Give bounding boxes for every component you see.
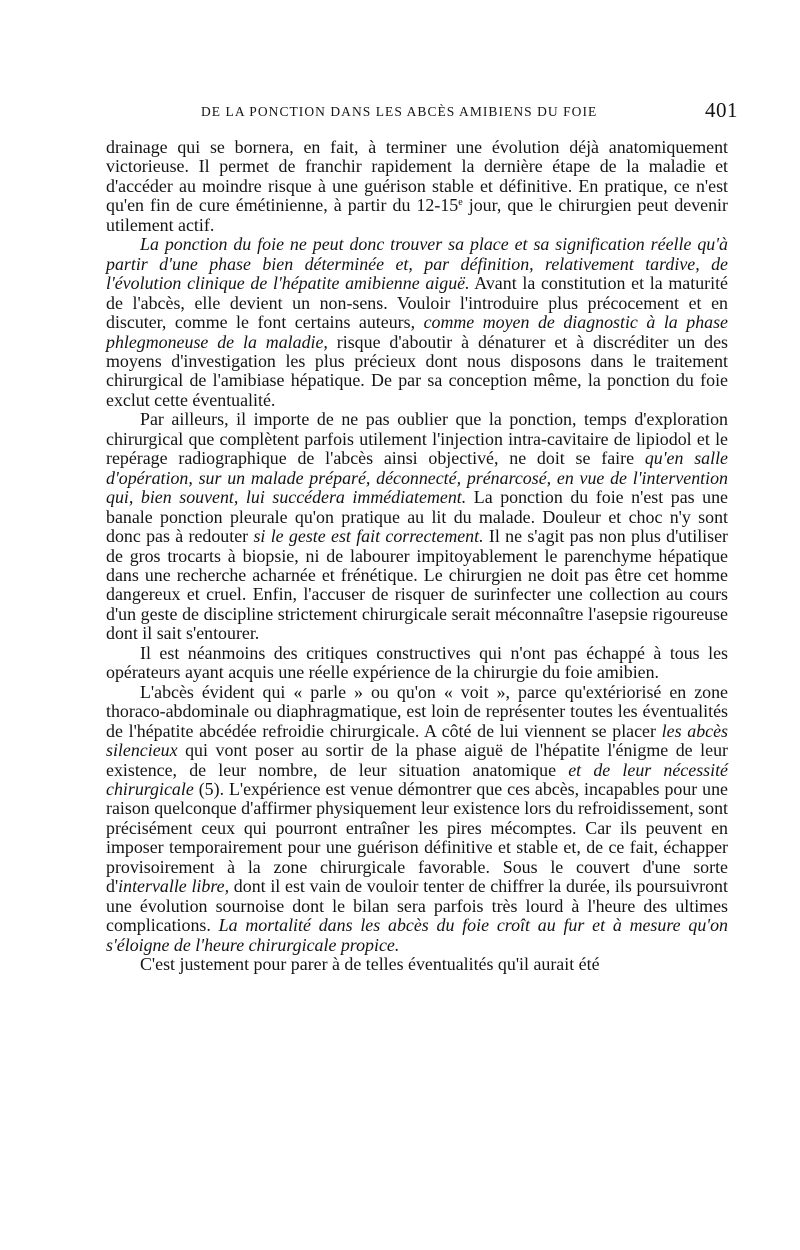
body-text (106, 138, 728, 974)
paragraph-3-italic-1: qu'en salle d'opération, sur un malade préparé, déconnecté, prénarcosé, en vue de l'intervention qui, bien souvent, lui succédera immédiatement. (106, 448, 728, 508)
running-title: DE LA PONCTION DANS LES ABCÈS AMIBIENS DU FOIE (201, 104, 598, 119)
paragraph-3-text-1: Par ailleurs, il importe de ne pas oublier que la ponction, temps d'exploration chirurgical que complètent parfois utilement l'injection intra-cavitaire de lipiodol et le repérage radiographique de l'abcès ainsi objectivé, ne doit se faire (106, 409, 728, 469)
paragraph-3 (106, 410, 728, 643)
paragraph-2-text-1: Avant la constitution et la maturité de l'abcès, elle devient un non-sens. Vouloir l'introduire plus précocement et en discuter, comme le font certains auteurs, (106, 273, 728, 333)
paragraph-6-text-1: C'est justement pour parer à de telles éventualités qu'il aurait été (140, 954, 600, 975)
paragraph-5-italic-2: et de leur nécessité chirurgicale (106, 759, 729, 799)
paragraph-6 (106, 955, 728, 974)
paragraph-5 (106, 683, 728, 955)
paragraph-3-text-2: La ponction du foie n'est pas une banale ponction pleurale qu'on pratique au lit du malade. Douleur et choc n'y sont donc pas à redouter (106, 487, 728, 547)
ordinal-superscript: e (458, 197, 463, 209)
paragraph-5-text-1: L'abcès évident qui « parle » ou qu'on « voit », parce qu'extériorisé en zone thoraco-abdominale ou diaphragmatique, est loin de représenter toutes les éventualités de l'hépatite abcédée refroidie chirurgicale. A côté de lui viennent se placer (106, 681, 728, 741)
paragraph-1-text-a: drainage qui se bornera, en fait, à terminer une évolution déjà anatomiquement victorieuse. Il permet de franchir rapidement la dernière étape de la maladie et d'accéder au moindre risque à une guérison stable et définitive. En pratique, ce n'est qu'en fin de cure émétinienne, à partir du 12-15 (106, 137, 728, 216)
paragraph-4 (106, 644, 728, 683)
paragraph-4-text-1: Il est néanmoins des critiques constructives qui n'ont pas échappé à tous les opérateurs ayant acquis une réelle expérience de la chirurgie du foie amibien. (106, 642, 728, 683)
paragraph-1-text-b: jour, que le chirurgien peut devenir utilement actif. (106, 195, 728, 235)
paragraph-5-text-3: (5). L'expérience est venue démontrer que ces abcès, incapables pour une raison quelconque d'affirmer physiquement leur existence lors du refroidissement, sont précisément ceux qui pourront entraîner les pires mécomptes. Car ils peuvent en imposer temporairement pour une guérison définitive et stable et, de ce fait, échapper provisoirement à la zone chirurgicale favorable. Sous le couvert d'une sorte d' (106, 778, 728, 897)
paragraph-5-italic-3: intervalle libre, (118, 876, 230, 897)
paragraph-5-italic-4: La mortalité dans les abcès du foie croît au fur et à mesure qu'on s'éloigne de l'heure chirurgicale propice. (106, 915, 728, 955)
paragraph-3-text-3: Il ne s'agit pas non plus d'utiliser de gros trocarts à biopsie, ni de labourer impitoyablement le parenchyme hépatique dans une recherche acharnée et frénétique. Le chirurgien ne doit pas être cet homme dangereux et cruel. Enfin, l'accuser de risquer de surinfecter une collection au cours d'un geste de discipline strictement chirurgicale serait méconnaître l'asepsie rigoureuse dont il sait s'entourer. (106, 526, 728, 644)
paragraph-5-italic-1: les abcès silencieux (106, 720, 728, 761)
paragraph-5-text-4: dont il est vain de vouloir tenter de chiffrer la durée, ils poursuivront une évolution sournoise dont le bilan sera parfois très lourd à l'heure des ultimes complications. (106, 876, 728, 936)
paragraph-3-italic-2: si le geste est fait correctement. (253, 526, 484, 547)
paragraph-1 (106, 138, 728, 235)
paragraph-2 (106, 235, 728, 410)
paragraph-5-text-2: qui vont poser au sortir de la phase aiguë de l'hépatite l'énigme de leur existence, de leur nombre, de leur situation anatomique (106, 740, 728, 780)
paragraph-2-italic-1: La ponction du foie ne peut donc trouver sa place et sa signification réelle qu'à partir d'une phase bien déterminée et, par définition, relativement tardive, de l'évolution clinique de l'hépatite amibienne aiguë. (106, 234, 728, 294)
paragraph-2-text-2: risque d'aboutir à dénaturer et à discréditer un des moyens d'investigation les plus précieux dont nous disposons dans le traitement chirurgical de l'amibiase hépatique. De par sa conception même, la ponction du foie exclut cette éventualité. (106, 331, 728, 410)
running-head (105, 98, 738, 128)
paragraph-2-italic-2: comme moyen de diagnostic à la phase phlegmoneuse de la maladie, (106, 312, 728, 352)
page-number: 401 (705, 98, 738, 122)
